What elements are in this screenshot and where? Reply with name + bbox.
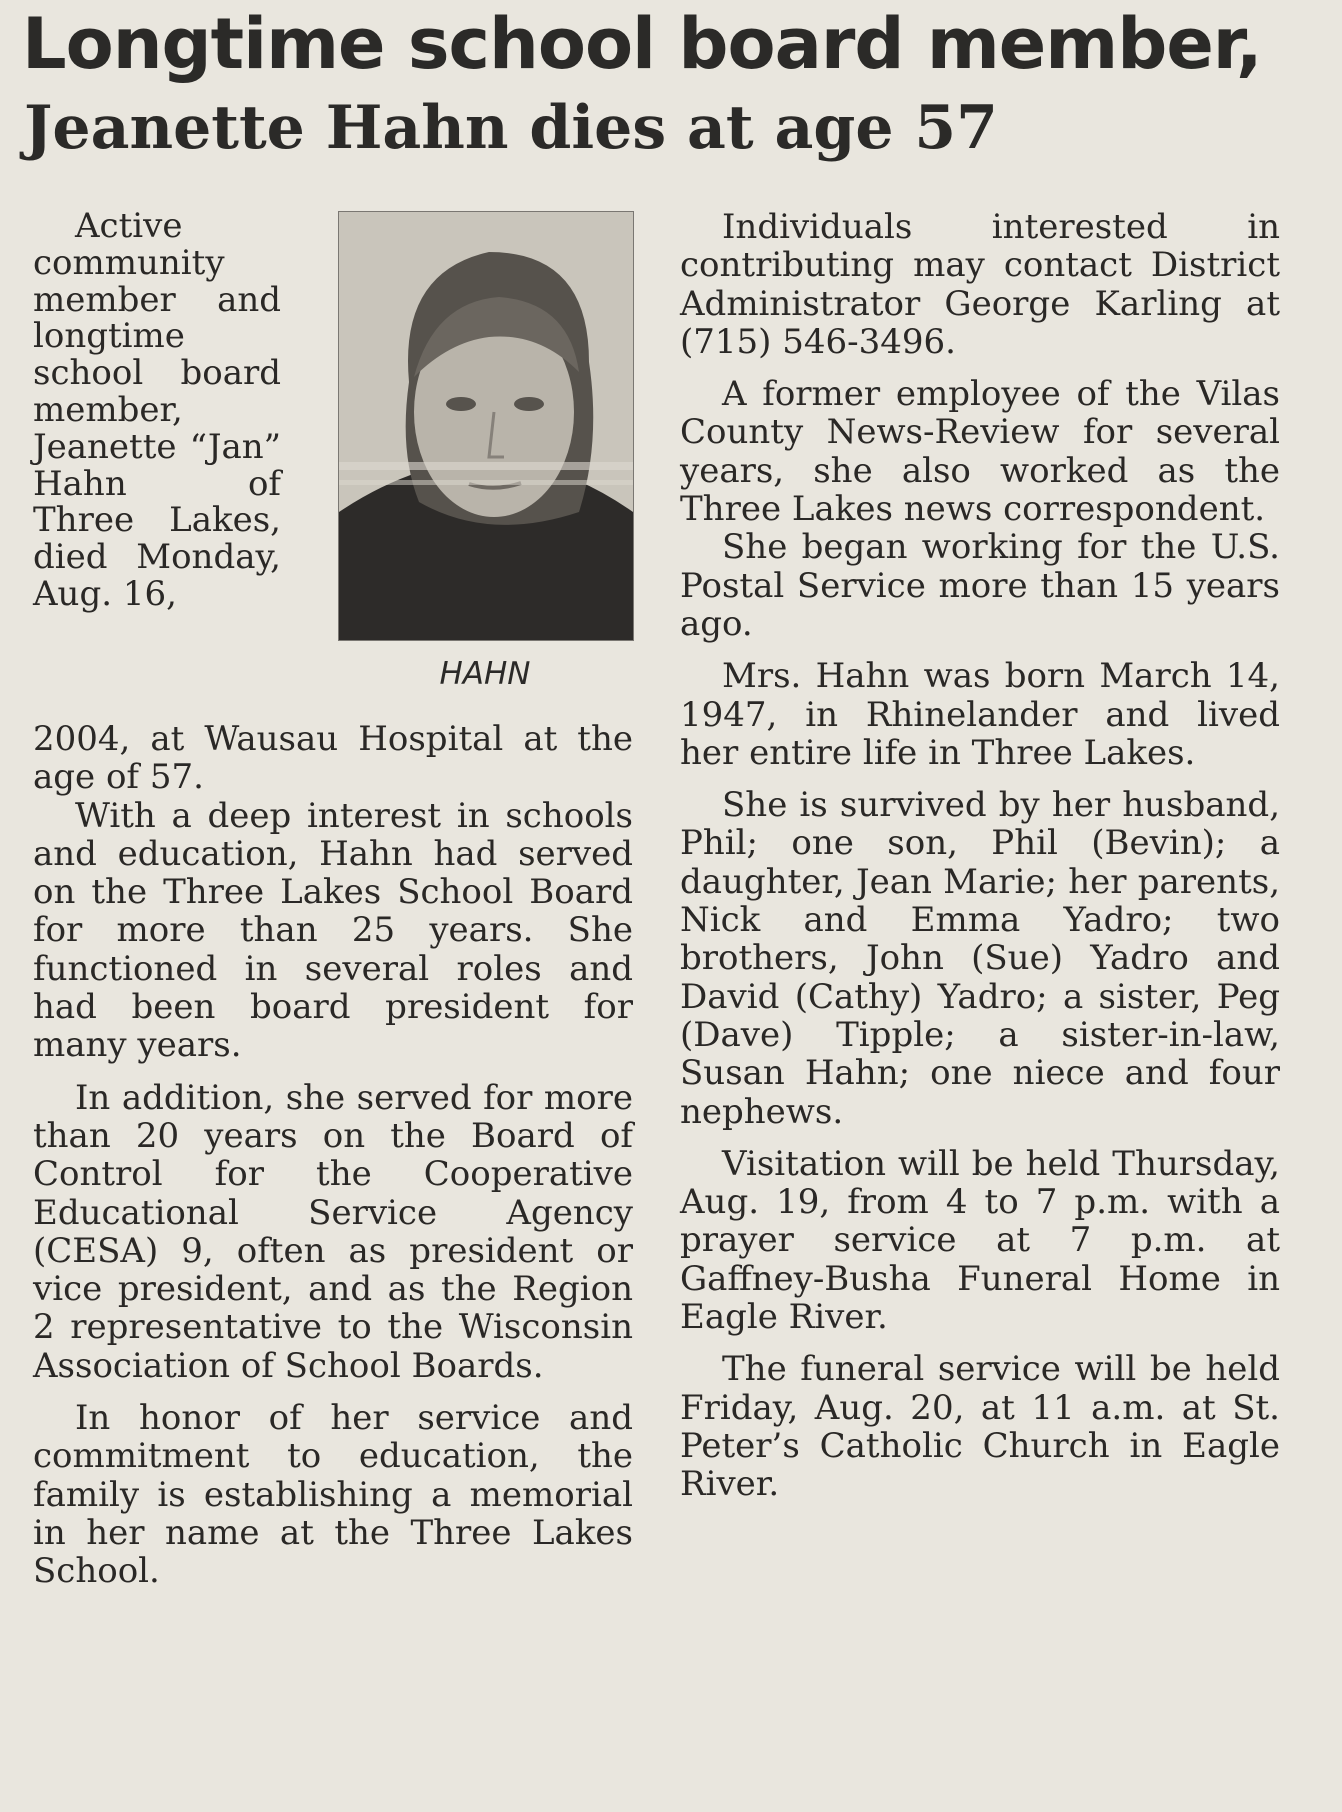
left-paragraph: In honor of her service and commitment to education, the family is establishing a memorial in her name at the Three Lakes School. (33, 1398, 633, 1592)
intro-paragraph: Active community member and longtime school board member, Jeanette “Jan” Hahn of Three Lakes, died Monday, Aug. 16, (33, 206, 281, 614)
right-paragraph: Mrs. Hahn was born March 14, 1947, in Rhinelander and lived her entire life in Three Lakes. (680, 656, 1280, 773)
right-paragraph: She is survived by her husband, Phil; one son, Phil (Bevin); a daughter, Jean Marie; her parents, Nick and Emma Yadro; two brothers, John (Sue) Yadro and David (Cathy) Yadro; a sister, Peg (Dave) Tipple; a sister-in-law, Susan Hahn; one niece and four nephews. (680, 785, 1280, 1132)
left-column (33, 720, 633, 1591)
photo-caption: HAHN (439, 656, 531, 692)
portrait-photo (338, 211, 634, 641)
left-paragraph: With a deep interest in schools and education, Hahn had served on the Three Lakes School Board for more than 25 years. She functioned in several roles and had been board president for many years. (33, 795, 633, 1066)
right-paragraph: A former employee of the Vilas County News-Review for several years, she also worked as the Three Lakes news correspondent. (680, 374, 1280, 530)
right-paragraph: She began working for the U.S. Postal Service more than 15 years ago. (680, 527, 1280, 644)
left-paragraph: In addition, she served for more than 20 years on the Board of Control for the Cooperative Educational Service Agency (CESA) 9, often as president or vice president, and as the Region 2 representative to the Wisconsin Association of School Boards. (33, 1077, 633, 1386)
right-paragraph: Visitation will be held Thursday, Aug. 19, from 4 to 7 p.m. with a prayer service at 7 p.m. at Gaffney-Busha Funeral Home in Eagle River. (680, 1143, 1280, 1338)
right-paragraph: Individuals interested in contributing may contact District Administrator George Karling at (715) 546-3496. (680, 207, 1280, 362)
intro-paragraph-continued: 2004, at Wausau Hospital at the age of 57. (33, 719, 633, 798)
intro-column (33, 208, 281, 613)
subheadline: Jeanette Hahn dies at age 57 (24, 93, 998, 163)
headline: Longtime school board member, (22, 3, 1262, 85)
right-paragraph: The funeral service will be held Friday, Aug. 20, at 11 a.m. at St. Peter’s Catholic Church in Eagle River. (680, 1349, 1280, 1505)
right-column (680, 208, 1280, 1504)
portrait-image (339, 212, 633, 640)
